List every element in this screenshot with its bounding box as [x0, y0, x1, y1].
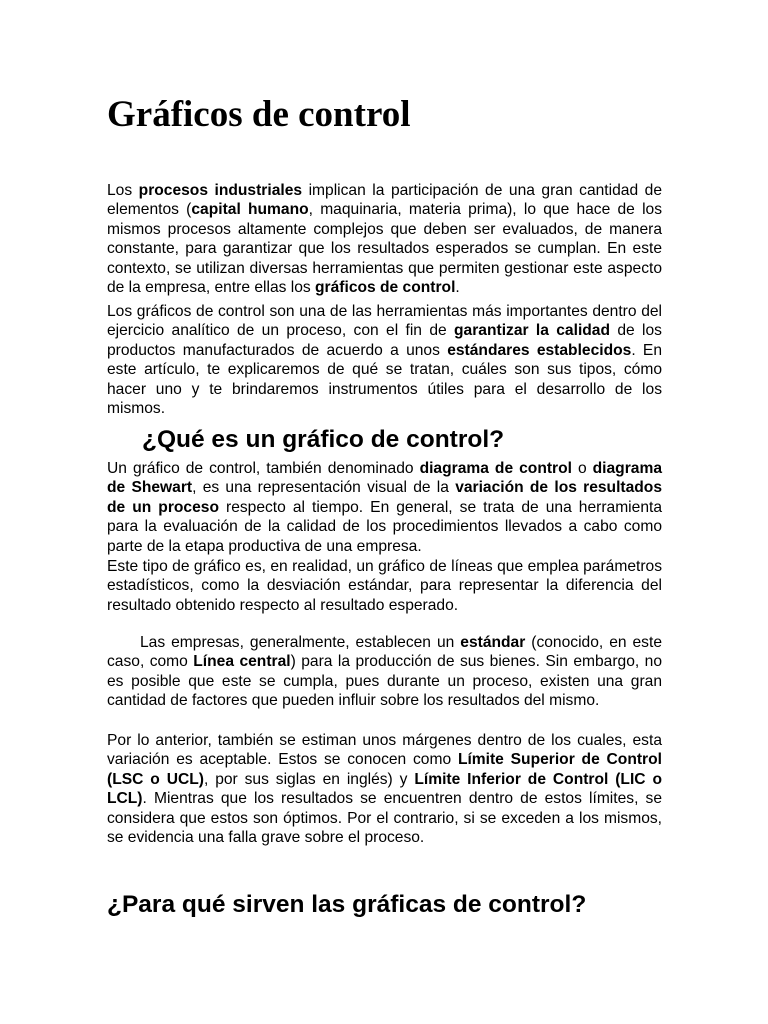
text-run: ) para la producción de sus bienes. Sin embargo, no es posible que este se cumpla, pues durante un proceso, existen una gran cantidad de factores que pueden influir sobre los resultados del mismo.: [107, 653, 662, 710]
bold-term: gráficos de control: [315, 279, 456, 297]
text-run: Este tipo de gráfico es, en realidad, un gráfico de líneas que emplea parámetros estadísticos, como la desviación estándar, para representar la diferencia del resultado obtenido respecto al resultado esperado.: [107, 558, 662, 614]
intro-paragraph-2: [107, 302, 662, 418]
heading-para-que: ¿Para qué sirven las gráficas de control?: [107, 891, 587, 918]
bold-term: diagrama de Shewart: [107, 460, 662, 497]
text-run: Los gráficos de control son una de las herramientas más importantes dentro del ejercicio analítico de un proceso, con el fin de: [107, 303, 662, 340]
bold-term: Límite Inferior de Control (LIC o LCL): [107, 770, 662, 808]
text-run: (conocido, en este caso, como: [107, 634, 662, 671]
document-title: Gráficos de control: [107, 94, 411, 135]
text-run: Por lo anterior, también se estiman unos márgenes dentro de los cuales, esta variación es aceptable. Estos se conocen como: [107, 732, 662, 769]
definition-paragraph-4: [107, 731, 662, 847]
text-run: , por sus siglas en inglés) y: [203, 770, 415, 788]
text-run: de los productos manufacturados de acuerdo a unos: [107, 322, 662, 359]
bold-term: estándares establecidos: [447, 341, 632, 359]
definition-paragraph-3: [107, 633, 662, 711]
definition-paragraph-2: [107, 557, 662, 615]
bold-term: procesos industriales: [138, 182, 303, 199]
text-run: , maquinaria, materia prima), lo que hace de los mismos procesos altamente complejos que deben ser evaluados, de manera constante, para garantizar que los resultados esperados se cumplan. En este contexto, se utilizan diversas herramientas que permiten gestionar este aspecto de la empresa, entre ellas los: [107, 201, 662, 297]
text-run: implican la participación de una gran cantidad de elementos (: [107, 182, 662, 219]
text-run: Las empresas, generalmente, establecen un: [140, 634, 461, 651]
intro-paragraph-1: [107, 181, 662, 297]
heading-que-es: ¿Qué es un gráfico de control?: [142, 426, 505, 453]
text-run: , es una representación visual de la: [192, 479, 456, 497]
text-run: Un gráfico de control, también denominado: [107, 460, 420, 477]
text-run: . En este artículo, te explicaremos de qué se tratan, cuáles son sus tipos, cómo hacer uno y te brindaremos instrumentos útiles para el desarrollo de los mismos.: [107, 341, 663, 418]
text-run: respecto al tiempo. En general, se trata de una herramienta para la evaluación de la calidad de los procedimientos llevados a cabo como parte de la etapa productiva de una empresa.: [107, 498, 662, 555]
bold-term: garantizar la calidad: [454, 322, 610, 340]
bold-term: Límite Superior de Control (LSC o UCL): [107, 751, 662, 788]
bold-term: capital humano: [191, 201, 309, 219]
definition-paragraph-1: [107, 459, 662, 556]
bold-term: diagrama de control: [419, 460, 572, 477]
bold-term: estándar: [460, 634, 526, 651]
text-run: . Mientras que los resultados se encuentren dentro de estos límites, se considera que estos son óptimos. Por el contrario, si se exceden a los mismos, se evidencia una falla grave sobre el proceso.: [107, 790, 662, 847]
text-run: .: [455, 279, 460, 297]
bold-term: variación de los resultados de un proceso: [107, 479, 662, 516]
bold-term: Línea central: [193, 653, 291, 671]
text-run: Los: [107, 182, 139, 199]
text-run: o: [571, 460, 593, 477]
